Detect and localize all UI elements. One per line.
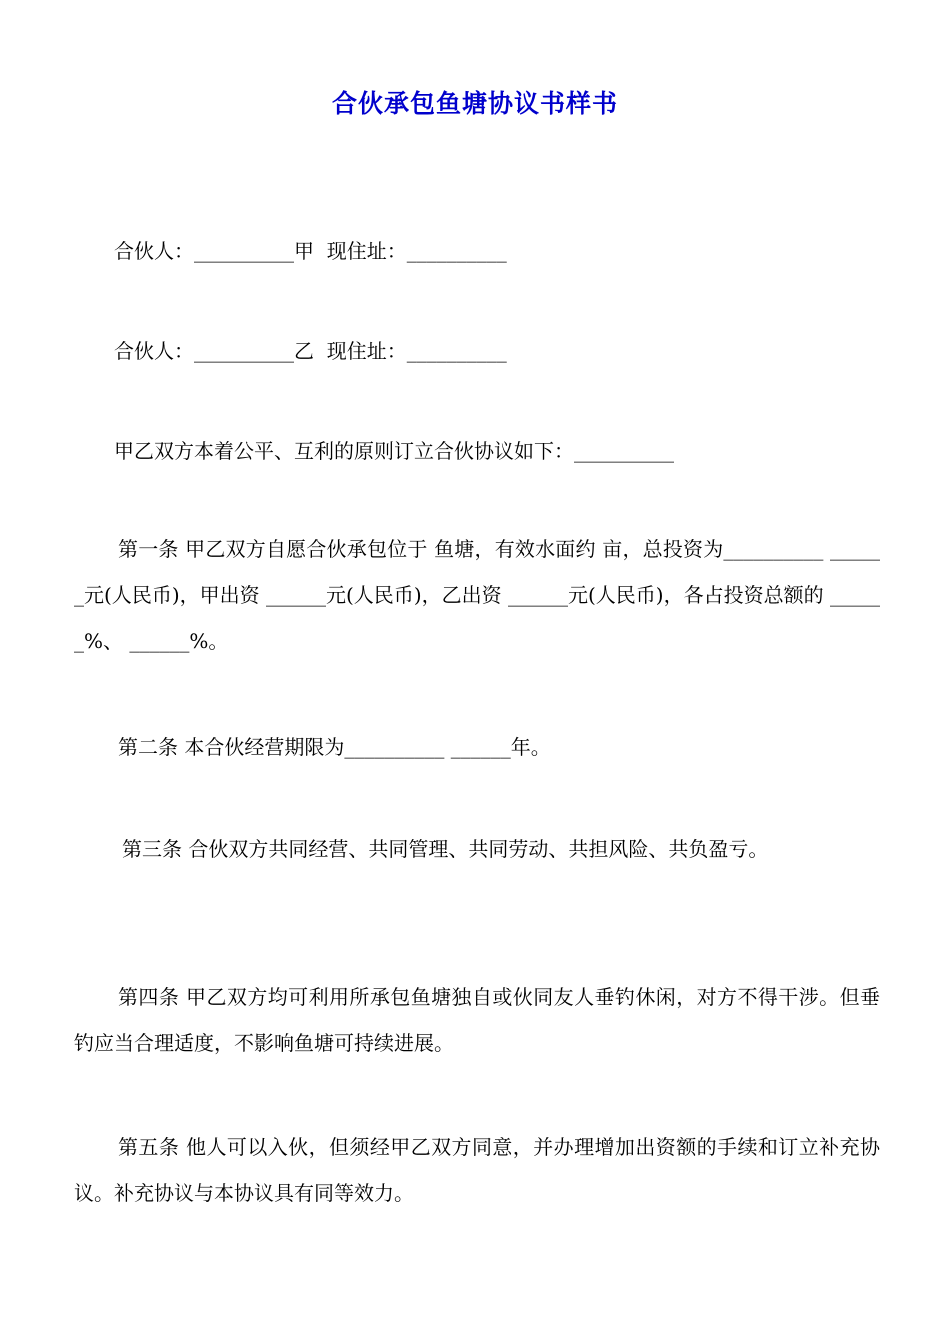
- document-title: 合伙承包鱼塘协议书样书: [331, 89, 618, 118]
- party-a-line: 合伙人：__________甲 现住址：__________: [74, 239, 507, 263]
- party-b-line: 合伙人：__________乙 现住址：__________: [74, 339, 507, 363]
- intro-line: 甲乙双方本着公平、互利的原则订立合伙协议如下：__________: [74, 439, 674, 463]
- article-3: 第三条 合伙双方共同经营、共同管理、共同劳动、共担风险、共负盈亏。: [122, 837, 769, 861]
- article-4: 第四条 甲乙双方均可利用所承包鱼塘独自或伙同友人垂钓休闲，对方不得干涉。但垂钓应当合理适度，不影响鱼塘可持续进展。: [74, 985, 880, 1055]
- article-5: 第五条 他人可以入伙，但须经甲乙双方同意，并办理增加出资额的手续和订立补充协议。补充协议与本协议具有同等效力。: [74, 1135, 880, 1205]
- article-1: 第一条 甲乙双方自愿合伙承包位于 鱼塘，有效水面约 亩，总投资为__________ ______元(人民币)，甲出资 ______元(人民币)，乙出资 ______元(人民币)，各占投资总额的 ______%、 ______%。: [74, 537, 880, 653]
- article-2: 第二条 本合伙经营期限为__________ ______年。: [118, 735, 551, 759]
